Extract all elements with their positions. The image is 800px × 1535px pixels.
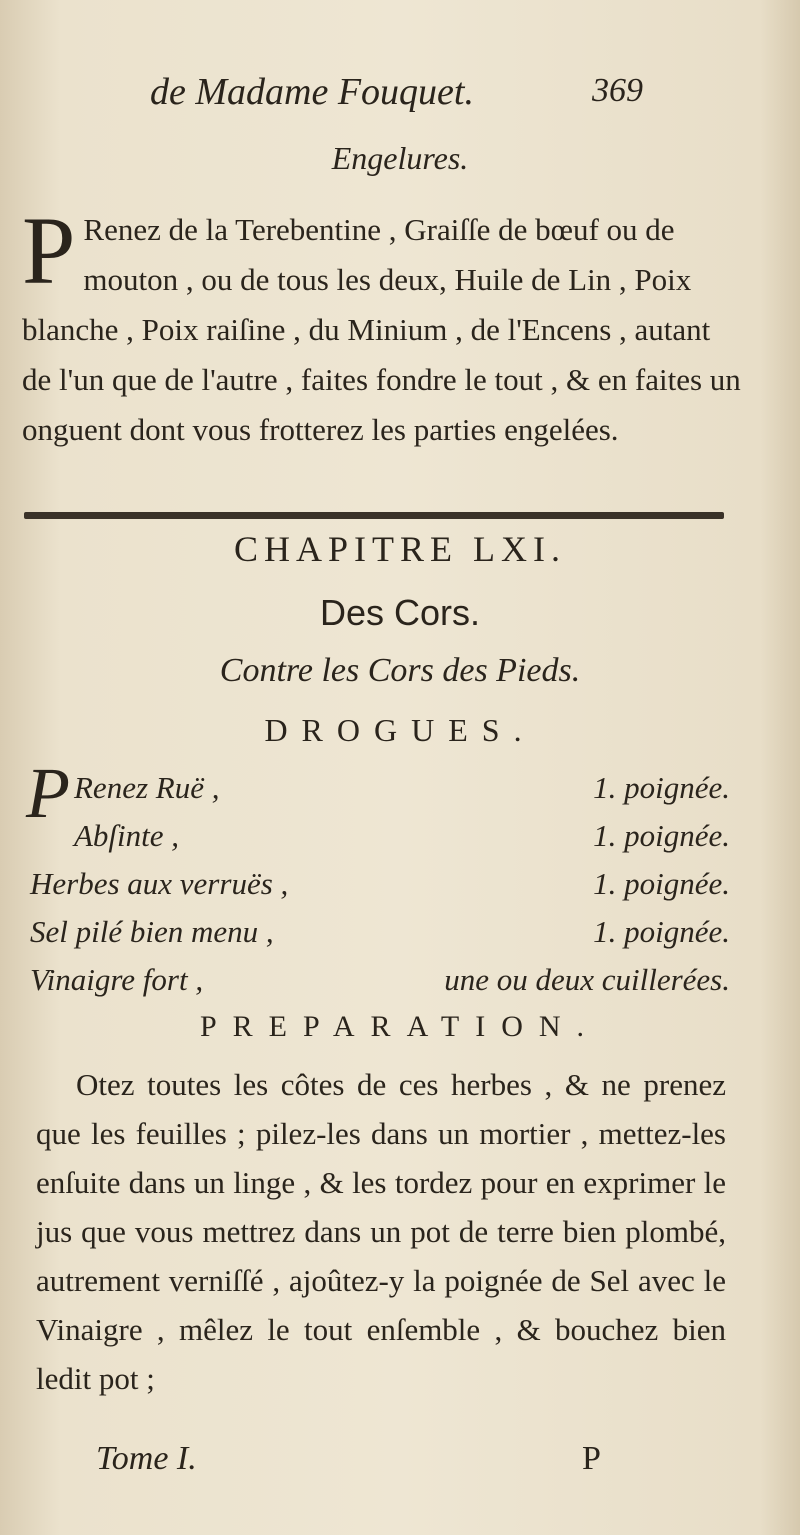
page-header (0, 70, 800, 130)
section-title: Engelures. (331, 140, 469, 176)
ingredient-row (30, 962, 730, 1010)
volume-label: Tome I. (96, 1440, 197, 1477)
chapter-heading: CHAPITRE LXI. (234, 529, 566, 569)
ingredient-row (26, 753, 730, 833)
drop-cap: P (22, 197, 76, 304)
ingredient-quantity: 1. poignée. (593, 818, 730, 853)
ingredient-row (30, 866, 730, 914)
ingredient-name: Renez Ruë , (74, 770, 220, 805)
recipe-paragraph (22, 197, 742, 455)
ingredient-quantity: 1. poignée. (593, 914, 730, 949)
ingredient-drop-cap: P (26, 753, 70, 833)
ingredient-name: Herbes aux verruës , (30, 866, 289, 901)
recipe-title: Contre les Cors des Pieds. (219, 652, 581, 689)
ornamental-rule (24, 512, 724, 519)
ingredient-quantity: 1. poignée. (593, 770, 730, 805)
ingredient-name: Vinaigre fort , (30, 962, 204, 997)
preparation-heading: PREPARATION. (199, 1010, 601, 1043)
ingredient-row (30, 914, 730, 962)
preparation-text: Otez toutes les côtes de ces herbes , & ne prenez que les feuilles ; pilez-les dans un mortier , mettez-les enſuite dans un linge , & les tordez pour en exprimer le jus que vous mettrez dans un pot de terre bien plombé, autrement verniſſé , ajoûtez-y la poignée de Sel avec le Vinaigre , mêlez le tout enſemble , & bouchez bien ledit pot ; (36, 1067, 726, 1396)
ingredient-row (30, 818, 730, 866)
running-title: de Madame Fouquet. (150, 71, 474, 113)
ingredient-name: Sel pilé bien menu , (30, 914, 274, 949)
chapter-subtitle: Des Cors. (319, 592, 481, 633)
recipe-text: Renez de la Terebentine , Graiſſe de bœuf ou de mouton , ou de tous les deux, Huile de Lin , Poix blanche , Poix raiſine , du Minium , de l'Encens , autant de l'un que de l'autre , faites fondre le tout , & en faites un onguent dont vous frotterez les parties engelées. (22, 212, 741, 447)
ingredient-quantity: une ou deux cuillerées. (444, 962, 730, 997)
drugs-heading: DROGUES. (264, 712, 536, 748)
ingredient-name: Abſinte , (74, 818, 180, 853)
page-number: 369 (592, 72, 643, 109)
ingredient-quantity: 1. poignée. (593, 866, 730, 901)
page-footer (0, 1440, 800, 1490)
ingredient-list (26, 753, 730, 1010)
signature-mark: P (582, 1440, 601, 1477)
